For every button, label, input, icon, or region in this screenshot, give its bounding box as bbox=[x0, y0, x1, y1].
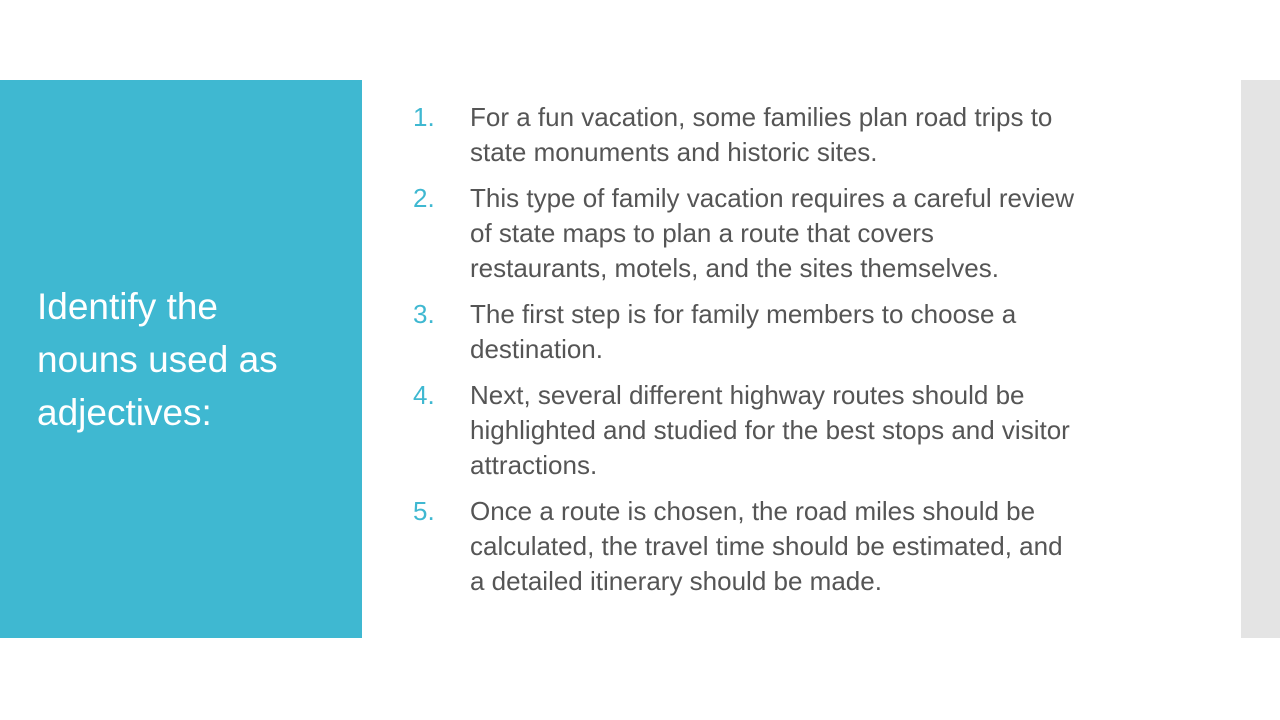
list-number: 1. bbox=[413, 102, 435, 132]
list-number: 4. bbox=[413, 380, 435, 410]
list-text: This type of family vacation requires a careful review of state maps to plan a route that covers restaurants, motels, and the sites themselves. bbox=[470, 183, 1075, 283]
list-number: 5. bbox=[413, 496, 435, 526]
list-number: 2. bbox=[413, 183, 435, 213]
list-item-2 bbox=[413, 181, 1193, 286]
list-text: For a fun vacation, some families plan road trips to state monuments and historic sites. bbox=[470, 102, 1053, 167]
list-item-1 bbox=[413, 100, 1193, 170]
right-decorative-bar bbox=[1241, 80, 1280, 638]
content-area bbox=[413, 100, 1193, 610]
list-item-3 bbox=[413, 297, 1193, 367]
list-text: Next, several different highway routes should be highlighted and studied for the best stops and visitor attractions. bbox=[470, 380, 1070, 480]
slide-title: Identify the nouns used as adjectives: bbox=[37, 285, 278, 433]
list-text: The first step is for family members to choose a destination. bbox=[470, 299, 1017, 364]
list-number: 3. bbox=[413, 299, 435, 329]
title-panel bbox=[0, 80, 362, 638]
list-item-4 bbox=[413, 378, 1193, 483]
list-text: Once a route is chosen, the road miles should be calculated, the travel time should be estimated, and a detailed itinerary should be made. bbox=[470, 496, 1063, 596]
list-item-5 bbox=[413, 494, 1193, 599]
numbered-list bbox=[413, 100, 1193, 599]
